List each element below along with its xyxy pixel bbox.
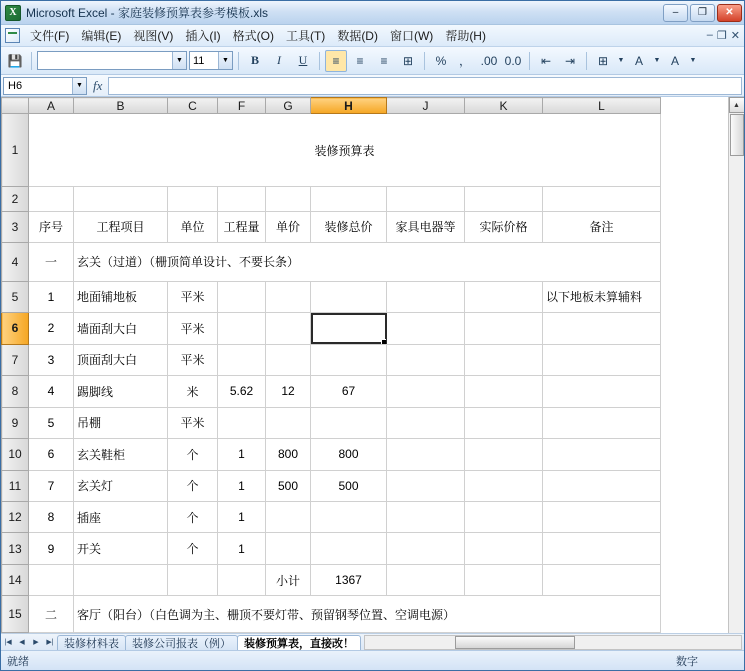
subtotal-label[interactable]: 小计	[266, 564, 311, 595]
column-header-f[interactable]: F	[218, 98, 266, 114]
cell-actual[interactable]	[465, 376, 543, 407]
cell-unit[interactable]: 米	[168, 376, 218, 407]
subtotal-value[interactable]: 1367	[311, 564, 387, 595]
worksheet-grid[interactable]	[1, 97, 661, 633]
cell-price[interactable]	[266, 407, 311, 438]
chevron-down-icon[interactable]: ▼	[653, 57, 661, 64]
cell-qty[interactable]: 1	[218, 533, 266, 564]
header-project[interactable]: 工程项目	[74, 211, 168, 242]
cell-f14[interactable]	[218, 564, 266, 595]
row-header-14[interactable]: 14	[2, 564, 29, 595]
cell-note[interactable]	[543, 376, 661, 407]
name-box-value: H6	[8, 79, 23, 92]
cell-price[interactable]	[266, 501, 311, 532]
row-header-3[interactable]: 3	[2, 211, 29, 242]
cell-item[interactable]: 顶面刮大白	[74, 344, 168, 375]
cell-no[interactable]: 5	[29, 407, 74, 438]
cell-qty[interactable]: 1	[218, 470, 266, 501]
cell-unit[interactable]: 个	[168, 533, 218, 564]
cell-furniture[interactable]	[387, 344, 465, 375]
cell-actual[interactable]	[465, 439, 543, 470]
font-size-combo[interactable]	[189, 51, 233, 70]
prev-sheet-button[interactable]: ◀	[19, 639, 25, 646]
cell-unit[interactable]: 个	[168, 501, 218, 532]
column-header-l[interactable]: L	[543, 98, 661, 114]
cell-price[interactable]	[266, 533, 311, 564]
cell-unit[interactable]: 个	[168, 470, 218, 501]
cell-qty[interactable]: 1	[218, 501, 266, 532]
name-box[interactable]	[3, 77, 87, 95]
cell-total[interactable]: 500	[311, 470, 387, 501]
comma-style-button[interactable]: ，	[458, 54, 471, 68]
column-header-h[interactable]: H	[311, 98, 387, 114]
cell-furniture[interactable]	[387, 501, 465, 532]
cell-k14[interactable]	[465, 564, 543, 595]
cell-actual[interactable]	[465, 533, 543, 564]
toolbar-separator	[319, 52, 320, 70]
column-header-c[interactable]: C	[168, 98, 218, 114]
column-header-g[interactable]: G	[266, 98, 311, 114]
cell-actual[interactable]	[465, 313, 543, 344]
cell-actual[interactable]	[465, 501, 543, 532]
toolbar-separator	[238, 52, 239, 70]
section2-number[interactable]: 二	[29, 596, 74, 633]
menu-bar	[1, 25, 744, 47]
column-header-k[interactable]: K	[465, 98, 543, 114]
cell-furniture[interactable]	[387, 470, 465, 501]
first-sheet-button[interactable]: |◀	[4, 639, 12, 646]
menu-window[interactable]: 窗口(W)	[389, 29, 434, 43]
title-bar	[1, 1, 744, 25]
table-row	[2, 596, 661, 633]
horizontal-scrollbar[interactable]	[364, 635, 742, 650]
cell-item[interactable]: 地面铺地板	[74, 281, 168, 312]
italic-button[interactable]: I	[277, 53, 281, 67]
table-row-subtotal	[2, 564, 661, 595]
cell-furniture[interactable]	[387, 407, 465, 438]
header-actual-price[interactable]: 实际价格	[465, 211, 543, 242]
toolbar-separator	[586, 52, 587, 70]
doc-restore-button[interactable]: ❐	[716, 30, 727, 42]
table-row	[2, 407, 661, 438]
column-header-j[interactable]: J	[387, 98, 465, 114]
table-row	[2, 501, 661, 532]
cell-note[interactable]: 以下地板未算辅料	[543, 281, 661, 312]
row-header-1[interactable]: 1	[2, 114, 29, 187]
insert-function-icon[interactable]: fx	[93, 77, 103, 93]
table-row	[2, 243, 661, 282]
table-row	[2, 376, 661, 407]
cell-actual[interactable]	[465, 470, 543, 501]
cell-actual[interactable]	[465, 407, 543, 438]
cell-unit[interactable]: 平米	[168, 407, 218, 438]
sheet-tab-bar	[1, 633, 744, 650]
toolbar-separator	[31, 52, 32, 70]
cell-qty[interactable]	[218, 313, 266, 344]
cell-item[interactable]: 墙面刮大白	[74, 313, 168, 344]
merge-cells-button[interactable]: ⊞	[402, 53, 414, 68]
tab-navigation	[1, 635, 57, 650]
cell-price[interactable]	[266, 281, 311, 312]
cell-total[interactable]	[311, 533, 387, 564]
sheet-tab-company-quote[interactable]: 装修公司报表（例）	[125, 635, 238, 651]
decrease-indent-button[interactable]: ⇤	[540, 53, 552, 68]
horizontal-scroll-thumb[interactable]	[455, 636, 575, 649]
header-total[interactable]: 装修总价	[311, 211, 387, 242]
increase-decimal-button[interactable]: .00	[480, 53, 498, 68]
table-row	[2, 114, 661, 187]
menu-file[interactable]: 文件(F)	[30, 29, 70, 43]
menu-data[interactable]: 数据(D)	[337, 29, 378, 43]
menu-help[interactable]: 帮助(H)	[445, 29, 486, 43]
cell-note[interactable]	[543, 439, 661, 470]
cell-price[interactable]: 500	[266, 470, 311, 501]
cell-note[interactable]	[543, 501, 661, 532]
cell-item[interactable]: 玄关鞋柜	[74, 439, 168, 470]
row-header-10[interactable]: 10	[2, 439, 29, 470]
save-icon[interactable]: 💾	[7, 53, 23, 68]
borders-button[interactable]: ⊞	[597, 53, 609, 68]
cell-note[interactable]	[543, 407, 661, 438]
header-no[interactable]: 序号	[29, 211, 74, 242]
next-sheet-button[interactable]: ▶	[33, 639, 39, 646]
cell-unit[interactable]: 平米	[168, 344, 218, 375]
scroll-up-button[interactable]: ▲	[729, 97, 745, 113]
cell-qty[interactable]	[218, 281, 266, 312]
cell-actual[interactable]	[465, 281, 543, 312]
table-row	[2, 533, 661, 564]
cell-total[interactable]: 800	[311, 439, 387, 470]
cell-h2[interactable]	[311, 187, 387, 211]
decrease-decimal-button[interactable]: 0.0	[504, 53, 522, 68]
row-header-6[interactable]: 6	[2, 313, 29, 344]
doc-close-button[interactable]: ✕	[730, 30, 740, 42]
cell-furniture[interactable]	[387, 439, 465, 470]
chevron-down-icon[interactable]: ▼	[172, 52, 186, 69]
cell-c2[interactable]	[168, 187, 218, 211]
menu-edit[interactable]: 编辑(E)	[81, 29, 122, 43]
cell-no[interactable]: 3	[29, 344, 74, 375]
cell-j14[interactable]	[387, 564, 465, 595]
cell-total[interactable]	[311, 344, 387, 375]
cell-price[interactable]: 12	[266, 376, 311, 407]
row-header-4[interactable]: 4	[2, 243, 29, 282]
toolbar-separator	[529, 52, 530, 70]
header-furniture[interactable]: 家具电器等	[387, 211, 465, 242]
fill-color-button[interactable]: A	[634, 53, 643, 68]
status-left: 就绪	[7, 655, 29, 668]
increase-indent-button[interactable]: ⇥	[564, 53, 576, 68]
cell-item[interactable]: 踢脚线	[74, 376, 168, 407]
cell-qty[interactable]: 5.62	[218, 376, 266, 407]
vertical-scroll-thumb[interactable]	[730, 114, 744, 156]
cell-price[interactable]: 800	[266, 439, 311, 470]
menu-insert[interactable]: 插入(I)	[185, 29, 221, 43]
cell-item[interactable]: 开关	[74, 533, 168, 564]
cell-g2[interactable]	[266, 187, 311, 211]
cell-price[interactable]	[266, 313, 311, 344]
cell-b2[interactable]	[74, 187, 168, 211]
last-sheet-button[interactable]: ▶|	[46, 639, 54, 646]
cell-item[interactable]: 插座	[74, 501, 168, 532]
chevron-down-icon[interactable]: ▼	[218, 52, 232, 69]
excel-icon: X	[5, 5, 21, 21]
header-unit-price[interactable]: 单价	[266, 211, 311, 242]
underline-button[interactable]: U	[298, 53, 308, 67]
row-header-11[interactable]: 11	[2, 470, 29, 501]
cell-qty[interactable]	[218, 407, 266, 438]
table-row	[2, 344, 661, 375]
formatting-toolbar	[1, 47, 744, 75]
align-center-button[interactable]: ≡	[356, 53, 364, 68]
active-cell-h6[interactable]	[311, 313, 387, 344]
bold-button[interactable]: B	[250, 53, 259, 67]
cell-l14[interactable]	[543, 564, 661, 595]
vertical-scrollbar[interactable]	[728, 97, 744, 633]
cell-item[interactable]: 玄关灯	[74, 470, 168, 501]
row-header-15[interactable]: 15	[2, 596, 29, 633]
table-row	[2, 470, 661, 501]
row-header-8[interactable]: 8	[2, 376, 29, 407]
cell-total[interactable]	[311, 501, 387, 532]
cell-a14[interactable]	[29, 564, 74, 595]
cell-note[interactable]	[543, 470, 661, 501]
cell-furniture[interactable]	[387, 533, 465, 564]
formula-bar	[1, 75, 744, 97]
chevron-down-icon[interactable]: ▼	[617, 57, 625, 64]
menu-view[interactable]: 视图(V)	[133, 29, 174, 43]
cell-furniture[interactable]	[387, 376, 465, 407]
grid-scroll-region	[1, 97, 744, 633]
cell-total[interactable]	[311, 407, 387, 438]
column-header-a[interactable]: A	[29, 98, 74, 114]
cell-total[interactable]: 67	[311, 376, 387, 407]
cell-actual[interactable]	[465, 344, 543, 375]
section1-number[interactable]: 一	[29, 243, 74, 282]
cell-no[interactable]: 4	[29, 376, 74, 407]
cell-note[interactable]	[543, 344, 661, 375]
doc-minimize-button[interactable]: –	[706, 29, 713, 41]
section2-title[interactable]: 客厅（阳台）（白色调为主、栅顶不要灯带、预留钢琴位置、空调电源）	[74, 596, 661, 633]
window-title: Microsoft Excel - 家庭装修预算表参考模板.xls	[26, 6, 269, 20]
cell-no[interactable]: 7	[29, 470, 74, 501]
column-header-b[interactable]: B	[74, 98, 168, 114]
window-controls	[663, 4, 742, 22]
cell-furniture[interactable]	[387, 313, 465, 344]
font-name-combo[interactable]	[37, 51, 187, 70]
select-all-corner[interactable]	[2, 98, 29, 114]
cell-j2[interactable]	[387, 187, 465, 211]
table-row	[2, 187, 661, 211]
cell-no[interactable]: 6	[29, 439, 74, 470]
row-header-7[interactable]: 7	[2, 344, 29, 375]
cell-no[interactable]: 8	[29, 501, 74, 532]
formula-buttons	[87, 78, 108, 94]
minimize-button[interactable]: –	[663, 4, 688, 22]
cell-l2[interactable]	[543, 187, 661, 211]
cell-k2[interactable]	[465, 187, 543, 211]
chevron-down-icon[interactable]: ▼	[689, 57, 697, 64]
cell-c14[interactable]	[168, 564, 218, 595]
formula-input[interactable]	[108, 77, 742, 95]
cell-note[interactable]	[543, 533, 661, 564]
table-header-row	[2, 211, 661, 242]
toolbar-separator	[424, 52, 425, 70]
cell-b14[interactable]	[74, 564, 168, 595]
cell-no[interactable]: 1	[29, 281, 74, 312]
status-bar	[1, 650, 744, 670]
header-unit[interactable]: 单位	[168, 211, 218, 242]
sheet-tab-budget[interactable]: 装修预算表，直接改！	[237, 635, 361, 651]
spreadsheet-area	[1, 97, 744, 633]
sheet-title-cell[interactable]: 装修预算表	[29, 114, 661, 187]
cell-qty[interactable]	[218, 344, 266, 375]
cell-item[interactable]: 吊棚	[74, 407, 168, 438]
sheet-tabs	[57, 634, 360, 651]
document-window-controls	[707, 29, 744, 42]
cell-unit[interactable]: 个	[168, 439, 218, 470]
section1-title[interactable]: 玄关（过道）（栅顶简单设计、不要长条）	[74, 243, 661, 282]
cell-note[interactable]	[543, 313, 661, 344]
font-size-value: 11	[193, 54, 205, 67]
header-quantity[interactable]: 工程量	[218, 211, 266, 242]
row-header-9[interactable]: 9	[2, 407, 29, 438]
cell-a2[interactable]	[29, 187, 74, 211]
cell-unit[interactable]: 平米	[168, 313, 218, 344]
sheet-tab-materials[interactable]: 装修材料表	[57, 635, 126, 651]
cell-unit[interactable]: 平米	[168, 281, 218, 312]
maximize-button[interactable]: ❐	[690, 4, 715, 22]
cell-no[interactable]: 2	[29, 313, 74, 344]
row-header-2[interactable]: 2	[2, 187, 29, 211]
menu-tools[interactable]: 工具(T)	[285, 29, 326, 43]
table-row	[2, 313, 661, 344]
cell-furniture[interactable]	[387, 281, 465, 312]
table-row	[2, 281, 661, 312]
row-header-5[interactable]: 5	[2, 281, 29, 312]
column-header-row	[2, 98, 661, 114]
chevron-down-icon[interactable]: ▼	[72, 78, 86, 94]
cell-no[interactable]: 9	[29, 533, 74, 564]
row-header-12[interactable]: 12	[2, 501, 29, 532]
cell-f2[interactable]	[218, 187, 266, 211]
percent-style-button[interactable]: %	[435, 53, 447, 68]
menu-format[interactable]: 格式(O)	[232, 29, 274, 43]
document-icon	[5, 28, 20, 43]
align-left-button[interactable]: ≡	[325, 50, 347, 72]
row-header-13[interactable]: 13	[2, 533, 29, 564]
cell-qty[interactable]: 1	[218, 439, 266, 470]
font-color-button[interactable]: A	[670, 53, 679, 68]
align-right-button[interactable]: ≡	[380, 53, 388, 68]
close-button[interactable]: ✕	[717, 4, 742, 22]
table-row	[2, 439, 661, 470]
status-number-mode: 数字	[676, 655, 698, 668]
cell-price[interactable]	[266, 344, 311, 375]
cell-total[interactable]	[311, 281, 387, 312]
header-note[interactable]: 备注	[543, 211, 661, 242]
